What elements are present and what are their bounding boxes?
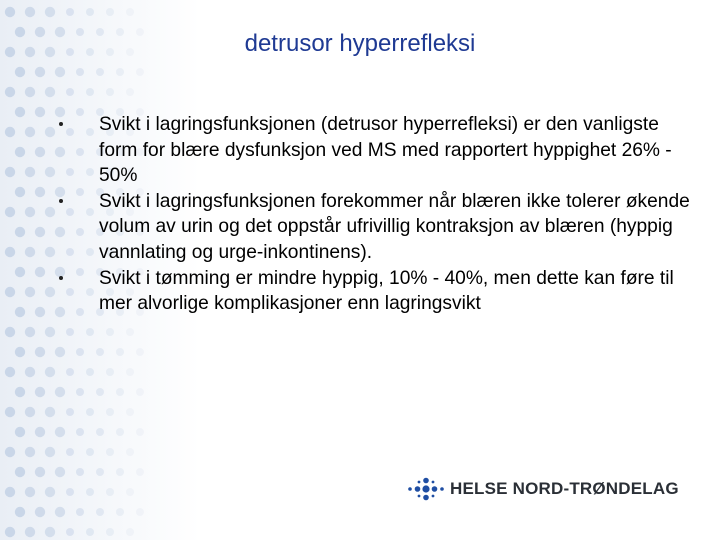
bullet-item bbox=[56, 189, 696, 266]
pattern-dot bbox=[15, 67, 25, 77]
pattern-dot bbox=[106, 368, 114, 376]
pattern-dot bbox=[35, 427, 45, 437]
pattern-dot bbox=[126, 88, 134, 96]
pattern-dot bbox=[35, 307, 45, 317]
pattern-dot bbox=[66, 408, 74, 416]
pattern-dot bbox=[55, 347, 65, 357]
pattern-dot bbox=[106, 328, 114, 336]
pattern-dot bbox=[136, 68, 144, 76]
pattern-dot bbox=[25, 287, 35, 297]
pattern-dot bbox=[15, 427, 25, 437]
pattern-dot bbox=[76, 348, 84, 356]
pattern-dot bbox=[66, 448, 74, 456]
pattern-dot bbox=[25, 127, 35, 137]
pattern-dot bbox=[45, 447, 55, 457]
pattern-dot bbox=[66, 8, 74, 16]
pattern-dot bbox=[106, 88, 114, 96]
pattern-dot bbox=[66, 328, 74, 336]
pattern-dot bbox=[25, 87, 35, 97]
pattern-dot bbox=[25, 447, 35, 457]
pattern-dot bbox=[25, 247, 35, 257]
helse-nord-trondelag-logo bbox=[406, 474, 679, 504]
pattern-dot bbox=[55, 467, 65, 477]
bullet-dot-icon bbox=[59, 199, 63, 203]
pattern-dot bbox=[126, 328, 134, 336]
bullet-text: Svikt i tømming er mindre hyppig, 10% - 40%, men dette kan føre til mer alvorlige komplikasjoner enn lagringsvikt bbox=[99, 267, 674, 315]
pattern-dot bbox=[25, 7, 35, 17]
pattern-dot bbox=[106, 488, 114, 496]
pattern-dot bbox=[86, 408, 94, 416]
pattern-dot bbox=[106, 448, 114, 456]
pattern-dot bbox=[45, 327, 55, 337]
pattern-dot bbox=[15, 107, 25, 117]
pattern-dot bbox=[55, 387, 65, 397]
pattern-dot bbox=[76, 388, 84, 396]
pattern-dot bbox=[25, 407, 35, 417]
pattern-dot bbox=[136, 508, 144, 516]
pattern-dot bbox=[55, 507, 65, 517]
pattern-dot bbox=[106, 8, 114, 16]
pattern-dot bbox=[5, 327, 15, 337]
pattern-dot bbox=[136, 428, 144, 436]
bullet-item bbox=[56, 112, 696, 189]
bullet-dot-icon bbox=[59, 122, 63, 126]
pattern-dot bbox=[5, 87, 15, 97]
bullet-list bbox=[56, 112, 696, 317]
pattern-dot bbox=[5, 527, 15, 537]
pattern-dot bbox=[45, 367, 55, 377]
pattern-dot bbox=[5, 167, 15, 177]
pattern-dot bbox=[45, 87, 55, 97]
pattern-dot bbox=[66, 368, 74, 376]
pattern-dot bbox=[45, 127, 55, 137]
bullet-dot-icon bbox=[59, 276, 63, 280]
pattern-dot bbox=[15, 307, 25, 317]
pattern-dot bbox=[55, 67, 65, 77]
pattern-dot bbox=[45, 247, 55, 257]
pattern-dot bbox=[25, 207, 35, 217]
pattern-dot bbox=[15, 467, 25, 477]
pattern-dot bbox=[116, 428, 124, 436]
pattern-dot bbox=[35, 267, 45, 277]
pattern-dot bbox=[5, 447, 15, 457]
pattern-dot bbox=[45, 167, 55, 177]
pattern-dot bbox=[25, 367, 35, 377]
pattern-dot bbox=[96, 388, 104, 396]
pattern-dot bbox=[35, 387, 45, 397]
pattern-dot bbox=[96, 68, 104, 76]
pattern-dot bbox=[15, 147, 25, 157]
pattern-dot bbox=[45, 287, 55, 297]
pattern-dot bbox=[55, 427, 65, 437]
pattern-dot bbox=[5, 247, 15, 257]
pattern-dot bbox=[126, 408, 134, 416]
pattern-dot bbox=[35, 507, 45, 517]
pattern-dot bbox=[96, 508, 104, 516]
pattern-dot bbox=[25, 487, 35, 497]
pattern-dot bbox=[116, 348, 124, 356]
bullet-text: Svikt i lagringsfunksjonen (detrusor hyperrefleksi) er den vanligste form for blære dysfunksjon ved MS med rapportert hyppighet 26% - 50% bbox=[99, 114, 672, 187]
pattern-dot bbox=[126, 448, 134, 456]
pattern-dot bbox=[66, 488, 74, 496]
pattern-dot bbox=[5, 207, 15, 217]
pattern-dot bbox=[5, 7, 15, 17]
pattern-dot bbox=[126, 528, 134, 536]
pattern-dot bbox=[126, 8, 134, 16]
pattern-dot bbox=[136, 468, 144, 476]
pattern-dot bbox=[15, 267, 25, 277]
pattern-dot bbox=[66, 528, 74, 536]
pattern-dot bbox=[136, 348, 144, 356]
pattern-dot bbox=[76, 508, 84, 516]
pattern-dot bbox=[86, 448, 94, 456]
pattern-dot bbox=[35, 347, 45, 357]
pattern-dot bbox=[35, 67, 45, 77]
pattern-dot bbox=[45, 7, 55, 17]
pattern-dot bbox=[126, 368, 134, 376]
pattern-dot bbox=[15, 187, 25, 197]
pattern-dot bbox=[5, 487, 15, 497]
pattern-dot bbox=[136, 388, 144, 396]
pattern-dot bbox=[15, 347, 25, 357]
pattern-dot bbox=[15, 387, 25, 397]
pattern-dot bbox=[76, 68, 84, 76]
dots-cross-icon bbox=[406, 474, 446, 504]
pattern-dot bbox=[86, 488, 94, 496]
pattern-dot bbox=[45, 207, 55, 217]
pattern-dot bbox=[5, 367, 15, 377]
pattern-dot bbox=[116, 468, 124, 476]
slide-title: detrusor hyperrefleksi bbox=[244, 30, 476, 57]
pattern-dot bbox=[76, 428, 84, 436]
pattern-dot bbox=[15, 227, 25, 237]
pattern-dot bbox=[5, 407, 15, 417]
pattern-dot bbox=[126, 488, 134, 496]
pattern-dot bbox=[35, 187, 45, 197]
pattern-dot bbox=[96, 348, 104, 356]
pattern-dot bbox=[35, 107, 45, 117]
pattern-dot bbox=[106, 528, 114, 536]
pattern-dot bbox=[66, 88, 74, 96]
pattern-dot bbox=[96, 428, 104, 436]
pattern-dot bbox=[25, 167, 35, 177]
pattern-dot bbox=[5, 287, 15, 297]
logo-text: HELSE NORD-TRØNDELAG bbox=[450, 479, 679, 498]
pattern-dot bbox=[116, 388, 124, 396]
pattern-dot bbox=[96, 468, 104, 476]
pattern-dot bbox=[86, 328, 94, 336]
pattern-dot bbox=[25, 327, 35, 337]
pattern-dot bbox=[76, 468, 84, 476]
pattern-dot bbox=[5, 127, 15, 137]
pattern-dot bbox=[45, 527, 55, 537]
pattern-dot bbox=[15, 507, 25, 517]
pattern-dot bbox=[86, 8, 94, 16]
pattern-dot bbox=[35, 147, 45, 157]
pattern-dot bbox=[45, 407, 55, 417]
pattern-dot bbox=[35, 227, 45, 237]
pattern-dot bbox=[86, 88, 94, 96]
bullet-text: Svikt i lagringsfunksjonen forekommer når blæren ikke tolerer økende volum av urin og det oppstår ufrivillig kontraksjon av blæren (hyppig vannlating og urge-inkontinens). bbox=[99, 190, 690, 263]
pattern-dot bbox=[106, 408, 114, 416]
pattern-dot bbox=[25, 527, 35, 537]
pattern-dot bbox=[45, 487, 55, 497]
pattern-dot bbox=[116, 508, 124, 516]
pattern-dot bbox=[116, 68, 124, 76]
bullet-item bbox=[56, 266, 696, 317]
pattern-dot bbox=[86, 368, 94, 376]
pattern-dot bbox=[35, 467, 45, 477]
pattern-dot bbox=[86, 528, 94, 536]
